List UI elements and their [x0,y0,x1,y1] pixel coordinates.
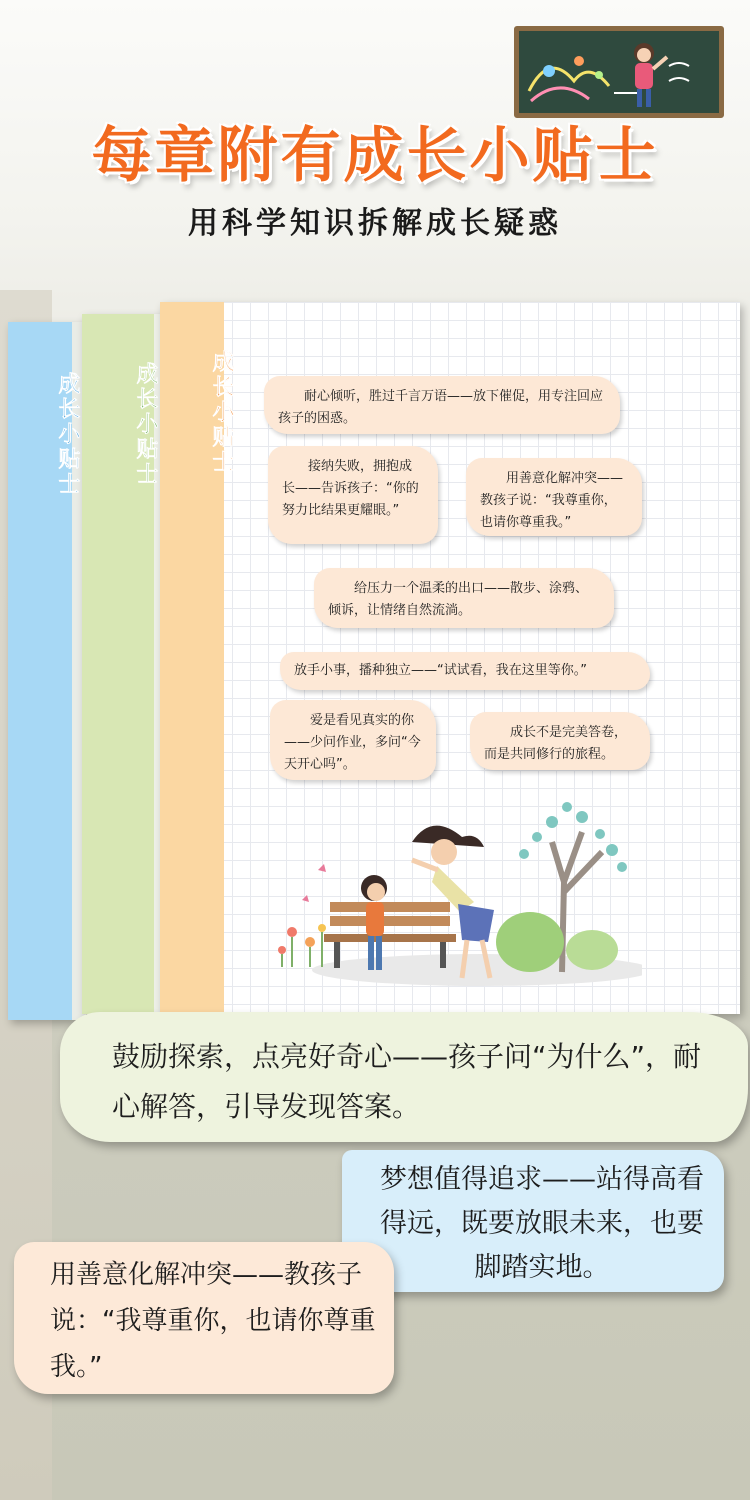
explore-tip-bubble: 鼓励探索，点亮好奇心——孩子问“为什么”，耐心解答，引导发现答案。 [60,1012,748,1142]
green-page-label: 成长小贴士 [133,362,158,487]
tip-bubble: 成长不是完美答卷，而是共同修行的旅程。 [470,712,650,770]
tip-bubble: 用善意化解冲突——教孩子说：“我尊重你，也请你尊重我。” [466,458,642,536]
tip-bubble: 接纳失败，拥抱成长——告诉孩子：“你的努力比结果更耀眼。” [268,446,438,544]
page-title: 每章附有成长小贴士 [91,121,659,191]
tip-bubble: 给压力一个温柔的出口——散步、涂鸦、倾诉，让情绪自然流淌。 [314,568,614,628]
tip-bubble: 放手小事，播种独立——“试试看，我在这里等你。” [280,652,650,690]
kindness-tip-bubble: 用善意化解冲突——教孩子说：“我尊重你，也请你尊重我。” [14,1242,394,1394]
dream-tip-bubble: 梦想值得追求——站得高看得远，既要放眼未来，也要脚踏实地。 [342,1150,724,1292]
chalkboard-illustration [514,26,724,118]
page-subtitle: 用科学知识拆解成长疑惑 [188,206,562,241]
parent-child-illustration [262,792,642,992]
tip-bubble: 耐心倾听，胜过千言万语——放下催促，用专注回应孩子的困惑。 [264,376,620,434]
orange-page-label: 成长小贴士 [209,350,234,475]
tip-bubble: 爱是看见真实的你——少问作业，多问“今天开心吗”。 [270,700,436,780]
blue-page-label: 成长小贴士 [55,372,80,497]
